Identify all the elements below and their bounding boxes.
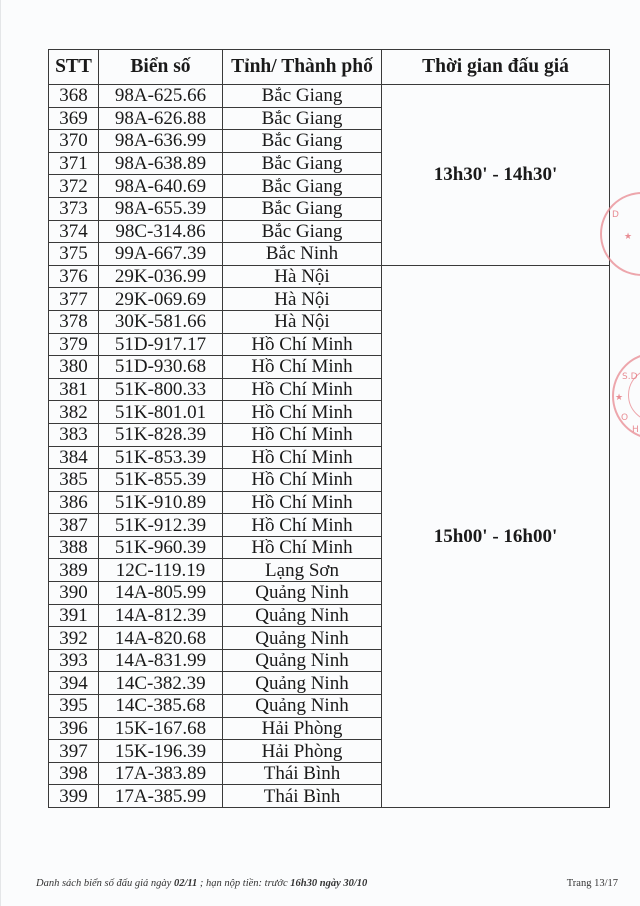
province-cell: Hồ Chí Minh: [223, 333, 382, 356]
stt-cell: 377: [49, 288, 99, 311]
plate-cell: 14C-382.39: [99, 672, 223, 695]
province-cell: Bắc Giang: [223, 152, 382, 175]
seal-text: D: [612, 210, 619, 220]
page-footer: [36, 878, 618, 889]
plate-cell: 51D-917.17: [99, 333, 223, 356]
stt-cell: 382: [49, 401, 99, 424]
stt-cell: 379: [49, 333, 99, 356]
province-cell: Hồ Chí Minh: [223, 469, 382, 492]
table-row: [49, 265, 610, 288]
province-cell: Hồ Chí Minh: [223, 401, 382, 424]
stt-cell: 383: [49, 423, 99, 446]
province-cell: Lạng Sơn: [223, 559, 382, 582]
plate-cell: 12C-119.19: [99, 559, 223, 582]
province-cell: Quảng Ninh: [223, 604, 382, 627]
stt-cell: 384: [49, 446, 99, 469]
province-cell: Hà Nội: [223, 310, 382, 333]
plate-cell: 51K-855.39: [99, 469, 223, 492]
table-header-row: [49, 50, 610, 85]
province-cell: Quảng Ninh: [223, 649, 382, 672]
province-cell: Bắc Giang: [223, 220, 382, 243]
plate-cell: 17A-385.99: [99, 785, 223, 808]
plate-cell: 98A-640.69: [99, 175, 223, 198]
plate-cell: 98A-636.99: [99, 130, 223, 153]
stt-cell: 396: [49, 717, 99, 740]
stt-cell: 387: [49, 514, 99, 537]
header-auction-time: Thời gian đấu giá: [382, 50, 610, 85]
plate-cell: 29K-069.69: [99, 288, 223, 311]
seal-text: O: [621, 413, 629, 423]
header-province: Tỉnh/ Thành phố: [223, 50, 382, 85]
province-cell: Hải Phòng: [223, 740, 382, 763]
footer-note-middle: ; hạn nộp tiền: trước: [197, 878, 291, 889]
stt-cell: 394: [49, 672, 99, 695]
stt-cell: 385: [49, 469, 99, 492]
plate-cell: 17A-383.89: [99, 762, 223, 785]
plate-cell: 98A-655.39: [99, 197, 223, 220]
plate-cell: 51K-960.39: [99, 536, 223, 559]
plate-cell: 15K-196.39: [99, 740, 223, 763]
stt-cell: 372: [49, 175, 99, 198]
stt-cell: 380: [49, 356, 99, 379]
stt-cell: 378: [49, 310, 99, 333]
plate-cell: 98A-626.88: [99, 107, 223, 130]
stt-cell: 381: [49, 378, 99, 401]
province-cell: Bắc Giang: [223, 175, 382, 198]
plate-cell: 51K-828.39: [99, 423, 223, 446]
header-stt: STT: [49, 50, 99, 85]
plate-cell: 51K-853.39: [99, 446, 223, 469]
stt-cell: 371: [49, 152, 99, 175]
stt-cell: 368: [49, 85, 99, 108]
plate-auction-table: [48, 49, 610, 808]
plate-cell: 29K-036.99: [99, 265, 223, 288]
province-cell: Hồ Chí Minh: [223, 536, 382, 559]
plate-cell: 99A-667.39: [99, 243, 223, 266]
province-cell: Bắc Giang: [223, 197, 382, 220]
province-cell: Bắc Giang: [223, 85, 382, 108]
stt-cell: 370: [49, 130, 99, 153]
province-cell: Quảng Ninh: [223, 627, 382, 650]
province-cell: Bắc Giang: [223, 130, 382, 153]
table-body: [49, 85, 610, 808]
seal-star-icon: ★: [615, 393, 624, 403]
plate-cell: 14A-820.68: [99, 627, 223, 650]
province-cell: Quảng Ninh: [223, 672, 382, 695]
plate-cell: 51K-910.89: [99, 491, 223, 514]
plate-cell: 51K-801.01: [99, 401, 223, 424]
stt-cell: 376: [49, 265, 99, 288]
page-number: Trang 13/17: [566, 878, 618, 889]
plate-cell: 98C-314.86: [99, 220, 223, 243]
seal-text: H: [632, 425, 639, 435]
plate-cell: 14C-385.68: [99, 695, 223, 718]
stt-cell: 389: [49, 559, 99, 582]
seal-star-icon: ★: [624, 232, 633, 242]
footer-note: [36, 878, 367, 889]
header-plate: Biển số: [99, 50, 223, 85]
province-cell: Hồ Chí Minh: [223, 423, 382, 446]
stt-cell: 398: [49, 762, 99, 785]
stt-cell: 375: [49, 243, 99, 266]
stt-cell: 393: [49, 649, 99, 672]
plate-cell: 98A-625.66: [99, 85, 223, 108]
plate-cell: 14A-805.99: [99, 582, 223, 605]
province-cell: Hải Phòng: [223, 717, 382, 740]
stt-cell: 373: [49, 197, 99, 220]
footer-auction-date: 02/11: [173, 878, 198, 889]
plate-cell: 14A-812.39: [99, 604, 223, 627]
stt-cell: 395: [49, 695, 99, 718]
plate-cell: 51D-930.68: [99, 356, 223, 379]
stt-cell: 390: [49, 582, 99, 605]
auction-time-cell: 13h30' - 14h30': [382, 85, 610, 266]
auction-time-cell: 15h00' - 16h00': [382, 265, 610, 807]
seal-text: S.D: [622, 372, 638, 382]
province-cell: Quảng Ninh: [223, 695, 382, 718]
plate-cell: 98A-638.89: [99, 152, 223, 175]
stt-cell: 391: [49, 604, 99, 627]
province-cell: Thái Bình: [223, 785, 382, 808]
province-cell: Hồ Chí Minh: [223, 514, 382, 537]
plate-cell: 14A-831.99: [99, 649, 223, 672]
footer-note-prefix: Danh sách biển số đấu giá ngày: [36, 878, 174, 889]
stt-cell: 388: [49, 536, 99, 559]
table-row: [49, 85, 610, 108]
province-cell: Bắc Giang: [223, 107, 382, 130]
province-cell: Hồ Chí Minh: [223, 356, 382, 379]
province-cell: Quảng Ninh: [223, 582, 382, 605]
stt-cell: 369: [49, 107, 99, 130]
stt-cell: 386: [49, 491, 99, 514]
plate-cell: 30K-581.66: [99, 310, 223, 333]
stt-cell: 399: [49, 785, 99, 808]
footer-deadline: 16h30 ngày 30/10: [290, 878, 368, 889]
page-edge: [0, 0, 1, 906]
province-cell: Hồ Chí Minh: [223, 378, 382, 401]
stt-cell: 392: [49, 627, 99, 650]
province-cell: Thái Bình: [223, 762, 382, 785]
province-cell: Hà Nội: [223, 265, 382, 288]
province-cell: Hồ Chí Minh: [223, 491, 382, 514]
plate-cell: 51K-912.39: [99, 514, 223, 537]
stt-cell: 374: [49, 220, 99, 243]
plate-cell: 51K-800.33: [99, 378, 223, 401]
stt-cell: 397: [49, 740, 99, 763]
province-cell: Hà Nội: [223, 288, 382, 311]
province-cell: Bắc Ninh: [223, 243, 382, 266]
plate-cell: 15K-167.68: [99, 717, 223, 740]
province-cell: Hồ Chí Minh: [223, 446, 382, 469]
